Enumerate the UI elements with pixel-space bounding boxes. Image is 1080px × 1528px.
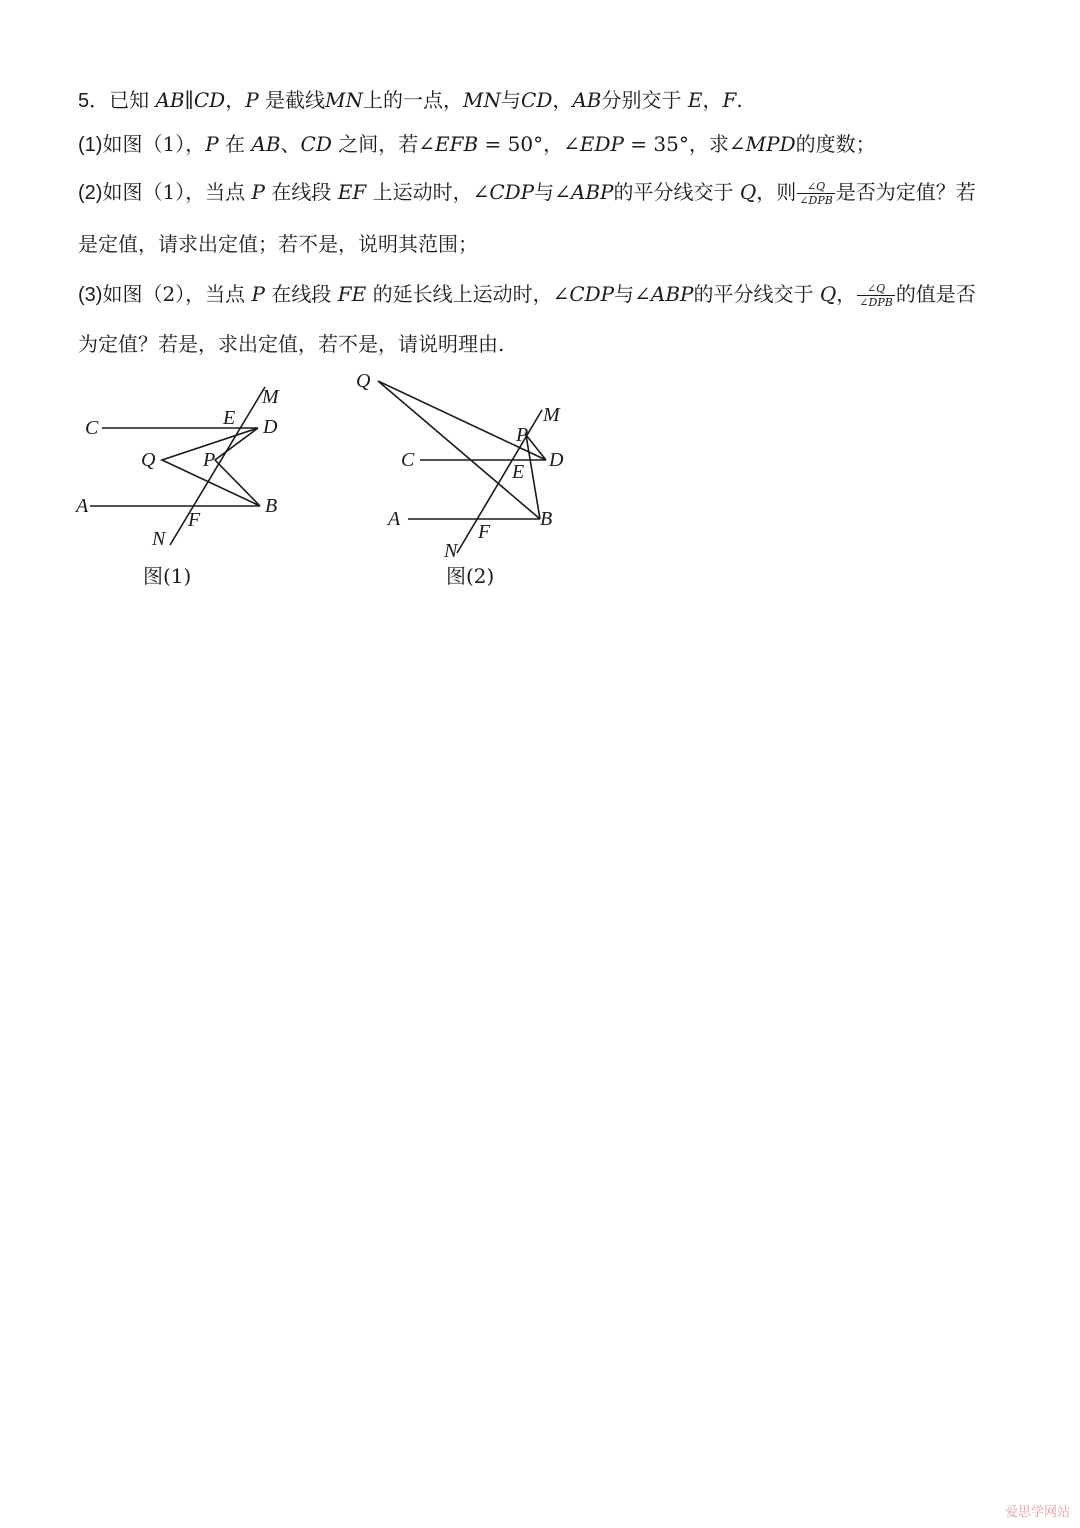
- text: 上运动时，∠: [366, 180, 490, 204]
- text: 与∠: [614, 282, 651, 306]
- transversal-mn: [170, 387, 265, 545]
- text: ．已知: [89, 88, 156, 112]
- math: EFB: [434, 132, 479, 156]
- math: CDP: [489, 180, 535, 204]
- math: Q: [819, 282, 837, 306]
- label-b: B: [540, 508, 553, 530]
- math: EDP: [579, 132, 624, 156]
- label-a: A: [388, 508, 401, 530]
- text: = 50°，∠: [478, 132, 580, 156]
- text: 与∠: [534, 180, 571, 204]
- fraction-denominator: ∠DPB: [859, 296, 893, 309]
- text: 上的一点，: [363, 88, 464, 112]
- math: FE: [337, 282, 367, 306]
- question-number: (1): [78, 134, 103, 156]
- math: P: [251, 180, 266, 204]
- text: 如图（1），: [102, 132, 206, 156]
- text: ，: [702, 88, 723, 112]
- fraction-numerator: ∠Q: [797, 180, 835, 194]
- label-q: Q: [141, 449, 156, 471]
- question-number: (3): [78, 284, 103, 306]
- text: ，则: [756, 180, 797, 204]
- text: 在线段: [265, 282, 338, 306]
- text: 是截线: [258, 88, 326, 112]
- text: 是否为定值？若: [835, 180, 976, 204]
- label-m: M: [262, 386, 279, 408]
- figure-2-diagram: [350, 365, 590, 565]
- math: AB: [155, 88, 185, 112]
- fraction: [797, 180, 835, 207]
- question-2-continued: 是定值，请求出定值；若不是，说明其范围；: [78, 232, 478, 256]
- text: 的延长线上运动时，∠: [366, 282, 570, 306]
- text: ，: [552, 88, 573, 112]
- transversal-mn: [457, 410, 542, 553]
- math: AB: [572, 88, 602, 112]
- text: 、: [280, 132, 301, 156]
- math: CD: [521, 88, 553, 112]
- text: 的值是否: [895, 282, 976, 306]
- text: = 35°，求∠: [623, 132, 746, 156]
- label-c: C: [401, 449, 415, 471]
- label-e: E: [512, 461, 525, 483]
- text: ，: [836, 282, 857, 306]
- label-e: E: [223, 407, 236, 429]
- label-f: F: [188, 509, 201, 531]
- text: 在线段: [265, 180, 338, 204]
- math: MN: [463, 88, 502, 112]
- math: P: [205, 132, 219, 156]
- math: CDP: [569, 282, 615, 306]
- label-m: M: [543, 404, 560, 426]
- text: 如图（1），当点: [102, 180, 252, 204]
- label-p: P: [203, 449, 216, 471]
- text: 与: [501, 88, 522, 112]
- text: 的平分线交于: [613, 180, 740, 204]
- math: AB: [251, 132, 281, 156]
- math: P: [245, 88, 259, 112]
- label-d: D: [263, 416, 278, 438]
- text: 的度数；: [795, 132, 876, 156]
- question-3-continued: 为定值？若是，求出定值，若不是，请说明理由.: [78, 332, 505, 356]
- problem-number: 5: [78, 90, 90, 112]
- figure-1-caption: 图(1): [143, 564, 192, 588]
- label-f: F: [478, 521, 491, 543]
- label-p: P: [516, 424, 529, 446]
- question-1: [78, 130, 1018, 159]
- math: Q: [739, 180, 757, 204]
- label-n: N: [152, 528, 166, 550]
- math: MN: [325, 88, 364, 112]
- math: CD: [300, 132, 332, 156]
- text: 的平分线交于: [693, 282, 820, 306]
- label-q: Q: [356, 370, 371, 392]
- label-c: C: [85, 417, 99, 439]
- math: E: [687, 88, 703, 112]
- figure-2-caption: 图(2): [446, 564, 495, 588]
- label-n: N: [444, 540, 458, 562]
- figure-1-diagram: [70, 375, 330, 555]
- question-2: [78, 178, 1018, 207]
- text: 如图（2），当点: [102, 282, 252, 306]
- math: P: [251, 282, 266, 306]
- math: MPD: [745, 132, 796, 156]
- text: 分别交于: [601, 88, 688, 112]
- math: EF: [337, 180, 367, 204]
- question-number: (2): [78, 182, 103, 204]
- parallel-symbol: ∥: [184, 88, 194, 112]
- question-3: [78, 280, 1018, 309]
- label-b: B: [265, 495, 278, 517]
- math: CD: [193, 88, 226, 112]
- fraction-denominator: ∠DPB: [799, 194, 833, 207]
- label-d: D: [549, 449, 564, 471]
- fraction-numerator: ∠Q: [857, 282, 895, 296]
- fraction: [857, 282, 895, 309]
- math: F: [722, 88, 737, 112]
- math: ABP: [650, 282, 694, 306]
- math: ABP: [570, 180, 614, 204]
- text: 之间，若∠: [331, 132, 435, 156]
- problem-statement: [78, 86, 1018, 115]
- text: .: [736, 88, 743, 112]
- text: ，: [225, 88, 246, 112]
- segments-dpb: [526, 435, 546, 519]
- watermark: 爱思学网站: [1004, 1505, 1070, 1520]
- text: 在: [218, 132, 252, 156]
- label-a: A: [76, 495, 89, 517]
